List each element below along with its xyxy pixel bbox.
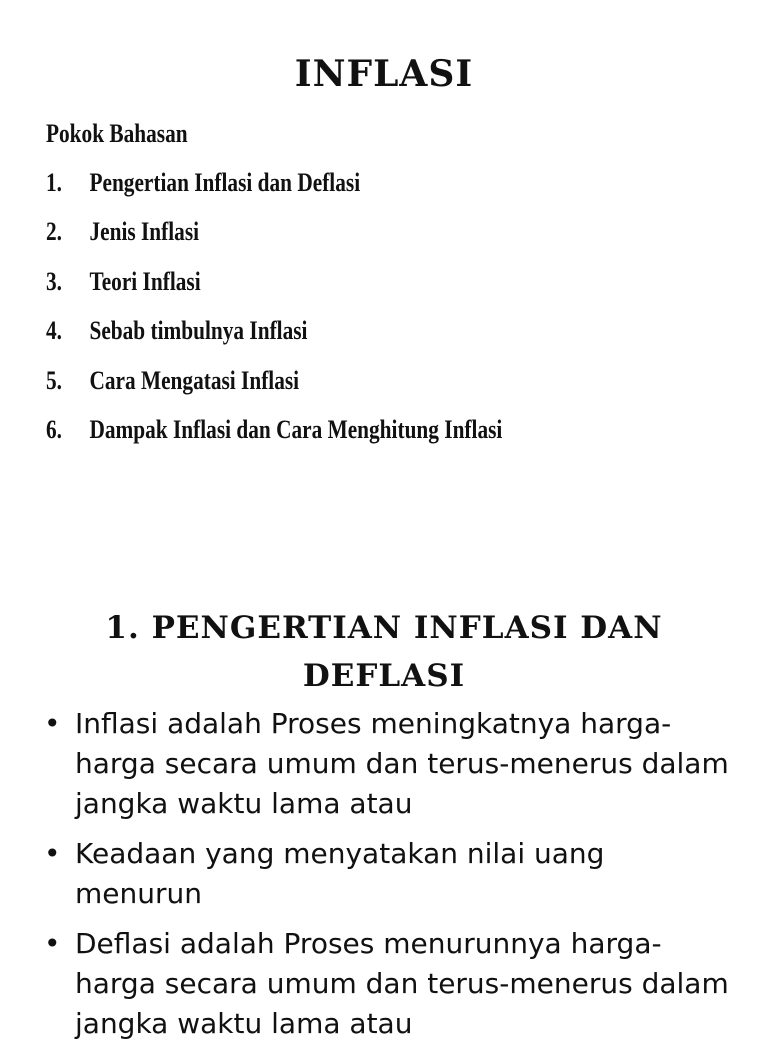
topic-number: 1.: [46, 168, 62, 197]
section-title-line-1: 1. PENGERTIAN INFLASI DAN: [105, 610, 663, 646]
slide-title: INFLASI: [294, 53, 474, 95]
bullet-text: Inflasi adalah Proses meningkatnya harga-harga secara umum dan terus-menerus dalam jangka waktu lama atau: [75, 707, 729, 820]
bullet-text: Keadaan yang menyatakan nilai uang menurun: [75, 837, 605, 910]
topic-number: 5.: [46, 365, 62, 395]
topic-text: Pengertian Inflasi dan Deflasi: [89, 168, 361, 197]
bullet-icon: •: [44, 927, 61, 960]
topic-number: 6.: [46, 414, 62, 444]
topic-item: [46, 214, 502, 263]
section-title: [40, 604, 728, 700]
topic-text: Dampak Inflasi dan Cara Menghitung Inflasi: [89, 414, 503, 444]
topic-heading: Pokok Bahasan: [46, 119, 188, 148]
topic-item: [46, 363, 502, 412]
topic-number: 3.: [46, 266, 62, 296]
topic-text: Teori Inflasi: [89, 266, 201, 296]
bullet-icon: •: [44, 707, 61, 740]
bullet-list: [44, 704, 734, 1054]
topic-item: [46, 165, 502, 214]
topic-text: Jenis Inflasi: [89, 217, 200, 247]
topic-text: Sebab timbulnya Inflasi: [89, 316, 308, 346]
topic-text: Cara Mengatasi Inflasi: [89, 365, 300, 395]
section-title-line-2: DEFLASI: [302, 658, 466, 694]
slide-topics: [0, 0, 768, 520]
topic-item: [46, 313, 502, 362]
bullet-item: [44, 924, 734, 1044]
bullet-item: [44, 834, 734, 914]
bullet-item: [44, 704, 734, 824]
slide-definition: [0, 520, 768, 1040]
topic-item: [46, 264, 502, 313]
topic-item: [46, 412, 502, 461]
topic-number: 4.: [46, 316, 62, 346]
topic-number: 2.: [46, 217, 62, 247]
topic-list: [46, 165, 603, 461]
bullet-text: Deflasi adalah Proses menurunnya harga-harga secara umum dan terus-menerus dalam jangka waktu lama atau: [75, 927, 729, 1040]
bullet-icon: •: [44, 837, 61, 870]
